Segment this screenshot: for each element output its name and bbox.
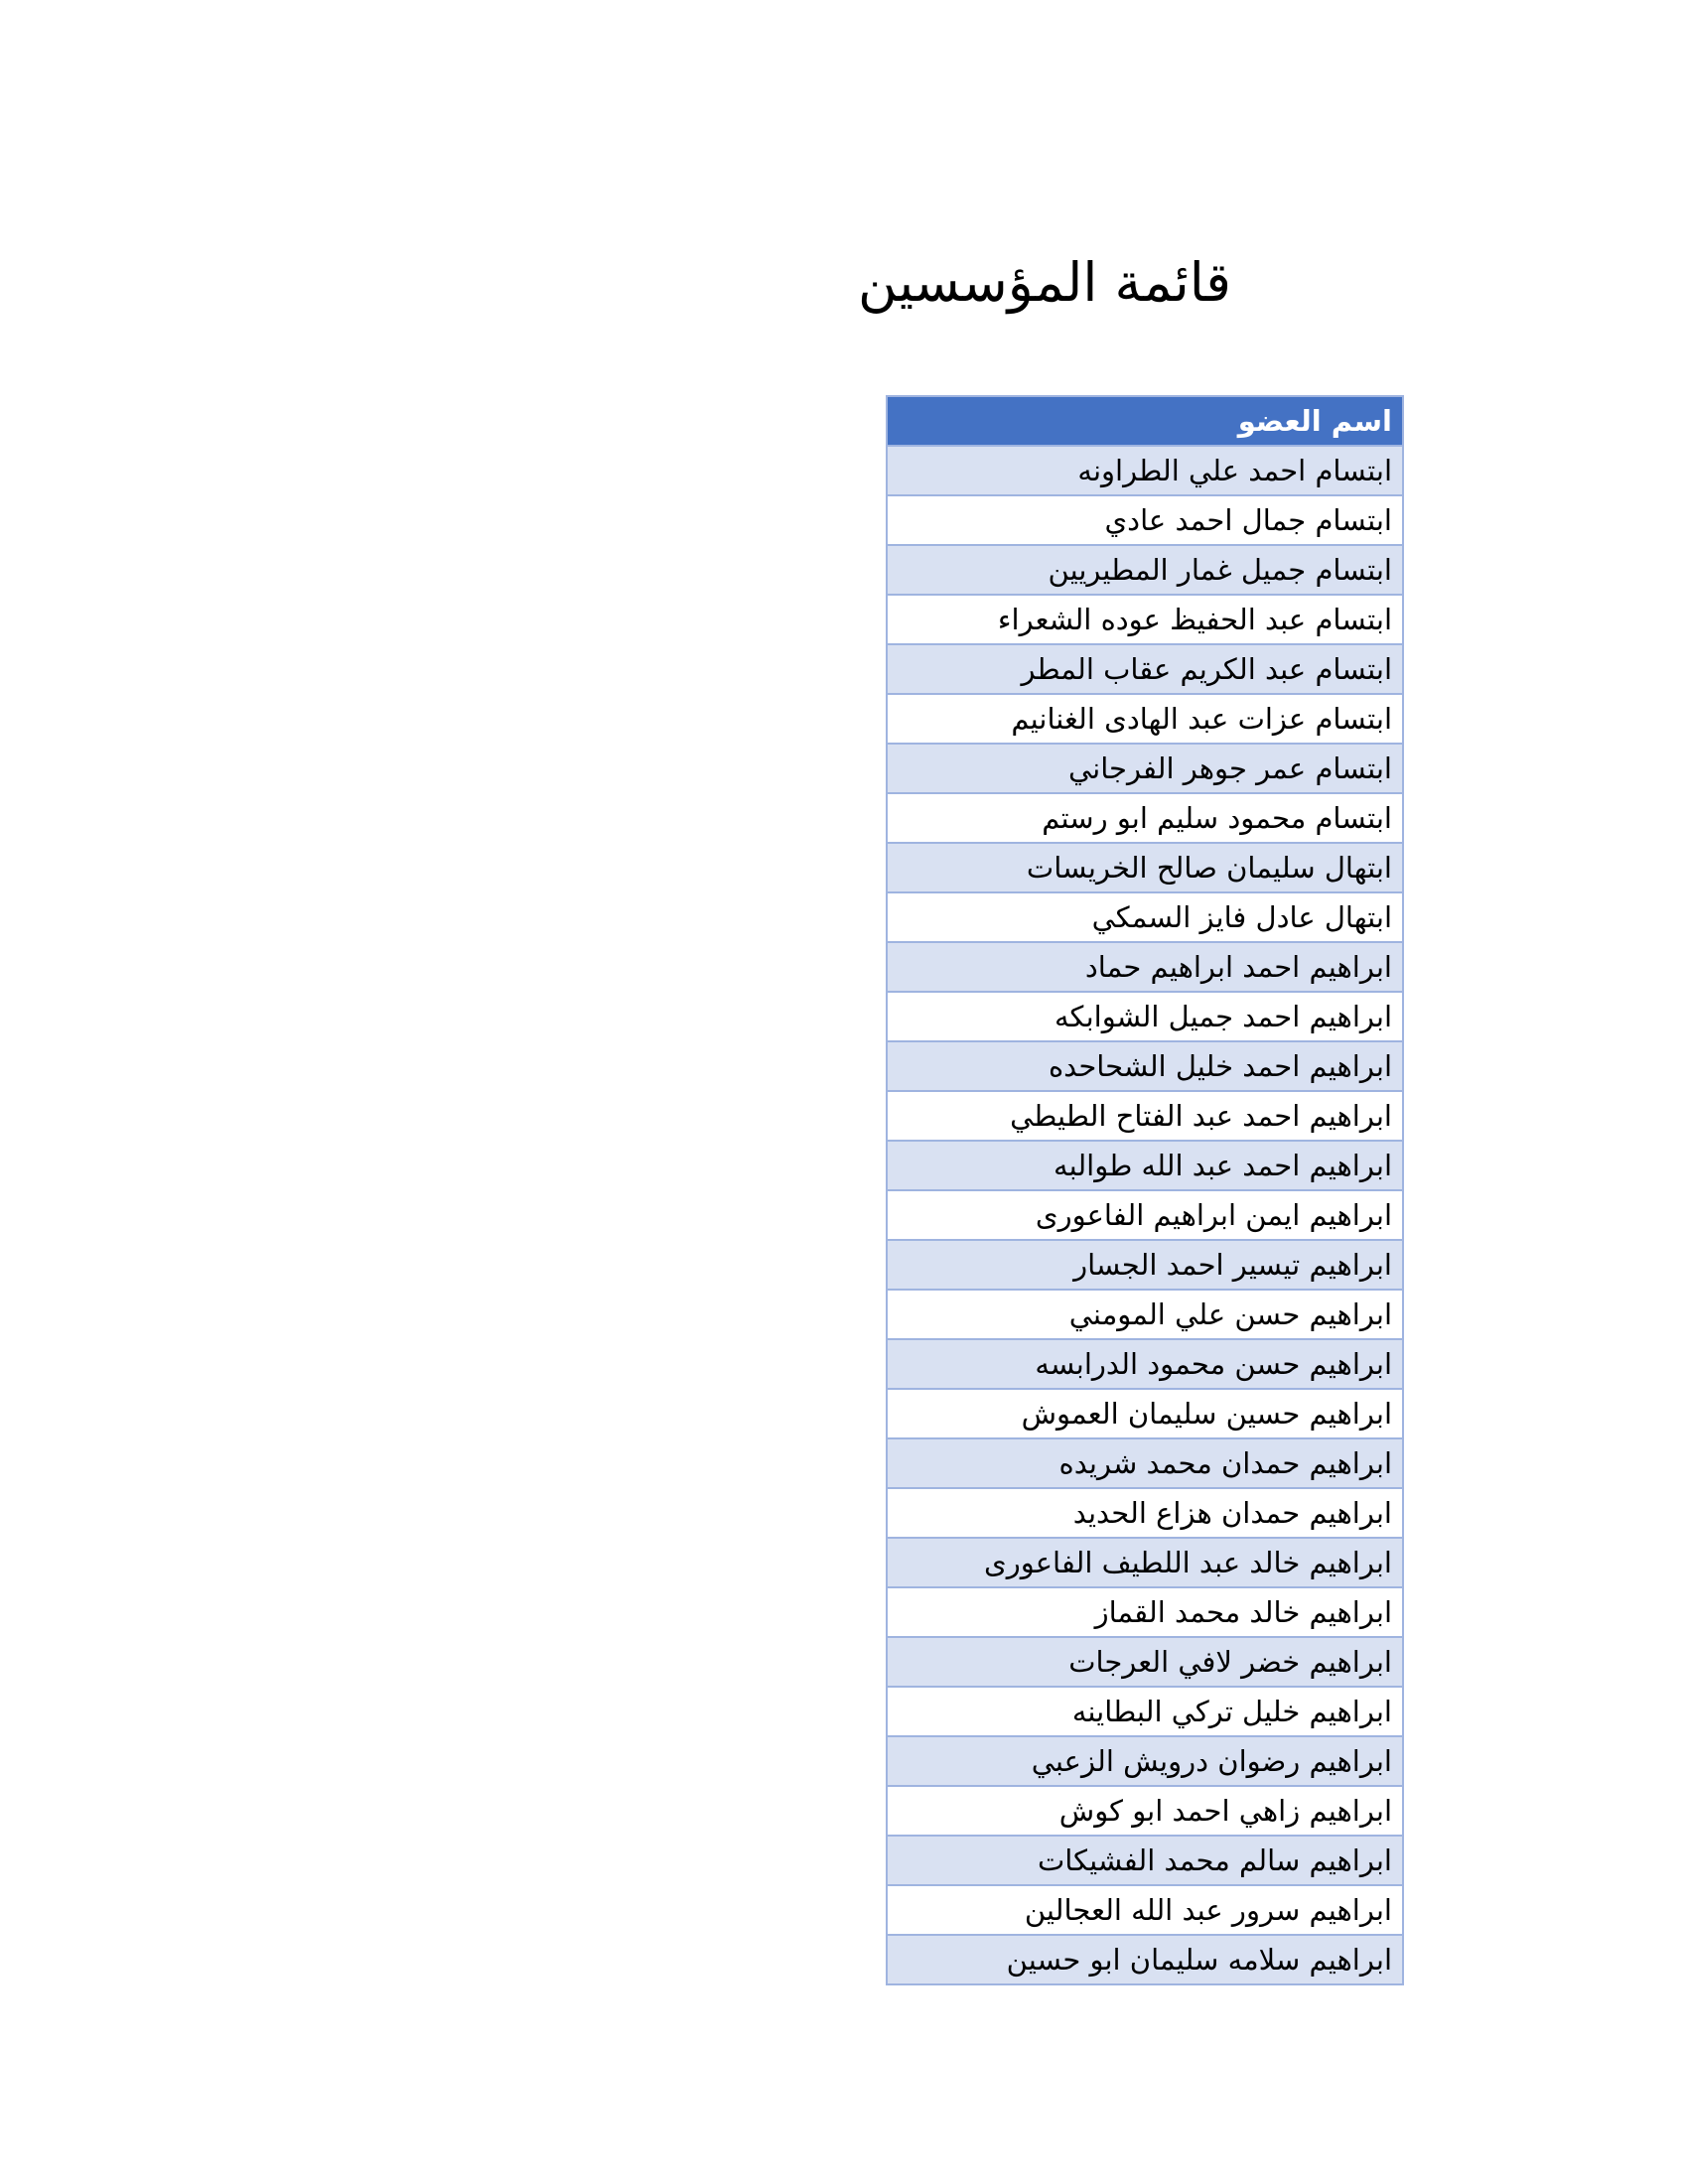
member-name-cell: ابراهيم احمد خليل الشحاحده <box>887 1041 1403 1091</box>
member-name-cell: ابتسام احمد علي الطراونه <box>887 446 1403 495</box>
table-row <box>887 793 1403 843</box>
table-row <box>887 1190 1403 1240</box>
table-row <box>887 1935 1403 1984</box>
member-name-cell: ابتسام جمال احمد عادي <box>887 495 1403 545</box>
table-row <box>887 1240 1403 1290</box>
member-name-cell: ابراهيم خضر لافي العرجات <box>887 1637 1403 1687</box>
table-body <box>887 446 1403 1984</box>
table-row <box>887 1637 1403 1687</box>
table-row <box>887 1836 1403 1885</box>
member-name-cell: ابراهيم احمد عبد الفتاح الطيطي <box>887 1091 1403 1141</box>
member-name-cell: ابتسام عزات عبد الهادى الغنانيم <box>887 694 1403 744</box>
page-title: قائمة المؤسسين <box>857 251 1231 314</box>
member-name-cell: ابراهيم حمدان محمد شريده <box>887 1438 1403 1488</box>
member-name-cell: ابراهيم خليل تركي البطاينه <box>887 1687 1403 1736</box>
member-name-cell: ابراهيم حمدان هزاع الحديد <box>887 1488 1403 1538</box>
table-row <box>887 1885 1403 1935</box>
table-row <box>887 644 1403 694</box>
table-row <box>887 1041 1403 1091</box>
members-table <box>886 395 1404 1985</box>
member-name-cell: ابراهيم سلامه سليمان ابو حسين <box>887 1935 1403 1984</box>
member-name-cell: ابراهيم تيسير احمد الجسار <box>887 1240 1403 1290</box>
member-name-cell: ابراهيم ايمن ابراهيم الفاعورى <box>887 1190 1403 1240</box>
member-name-cell: ابراهيم زاهي احمد ابو كوش <box>887 1786 1403 1836</box>
member-name-cell: ابتهال عادل فايز السمكي <box>887 892 1403 942</box>
table-row <box>887 595 1403 644</box>
member-name-cell: ابتسام عمر جوهر الفرجاني <box>887 744 1403 793</box>
member-name-cell: ابتسام عبد الكريم عقاب المطر <box>887 644 1403 694</box>
table-row <box>887 694 1403 744</box>
table-row <box>887 1290 1403 1339</box>
table-row <box>887 1587 1403 1637</box>
member-name-cell: ابراهيم احمد عبد الله طوالبه <box>887 1141 1403 1190</box>
member-name-cell: ابراهيم احمد ابراهيم حماد <box>887 942 1403 992</box>
table-row <box>887 1389 1403 1438</box>
member-name-cell: ابتسام محمود سليم ابو رستم <box>887 793 1403 843</box>
table-row <box>887 1141 1403 1190</box>
member-name-cell: ابراهيم خالد محمد القماز <box>887 1587 1403 1637</box>
member-name-cell: ابراهيم احمد جميل الشوابكه <box>887 992 1403 1041</box>
member-name-cell: ابتسام جميل غمار المطيريين <box>887 545 1403 595</box>
table-row <box>887 843 1403 892</box>
table-row <box>887 1488 1403 1538</box>
table-row <box>887 892 1403 942</box>
table-row <box>887 942 1403 992</box>
table-row <box>887 1091 1403 1141</box>
member-name-cell: ابراهيم حسين سليمان العموش <box>887 1389 1403 1438</box>
table-row <box>887 1339 1403 1389</box>
table-row <box>887 495 1403 545</box>
member-name-cell: ابراهيم خالد عبد اللطيف الفاعورى <box>887 1538 1403 1587</box>
table-row <box>887 1438 1403 1488</box>
member-name-cell: ابراهيم حسن علي المومني <box>887 1290 1403 1339</box>
member-name-cell: ابراهيم سالم محمد الفشيكات <box>887 1836 1403 1885</box>
table-row <box>887 545 1403 595</box>
table-row <box>887 1687 1403 1736</box>
member-name-cell: ابتهال سليمان صالح الخريسات <box>887 843 1403 892</box>
column-header-member-name: اسم العضو <box>887 396 1403 446</box>
member-name-cell: ابتسام عبد الحفيظ عوده الشعراء <box>887 595 1403 644</box>
member-name-cell: ابراهيم حسن محمود الدرابسه <box>887 1339 1403 1389</box>
member-name-cell: ابراهيم سرور عبد الله العجالين <box>887 1885 1403 1935</box>
table-row <box>887 1538 1403 1587</box>
table-row <box>887 744 1403 793</box>
member-name-cell: ابراهيم رضوان درويش الزعبي <box>887 1736 1403 1786</box>
table-row <box>887 446 1403 495</box>
table-row <box>887 992 1403 1041</box>
table-row <box>887 1786 1403 1836</box>
table-row <box>887 1736 1403 1786</box>
table-header-row <box>887 396 1403 446</box>
